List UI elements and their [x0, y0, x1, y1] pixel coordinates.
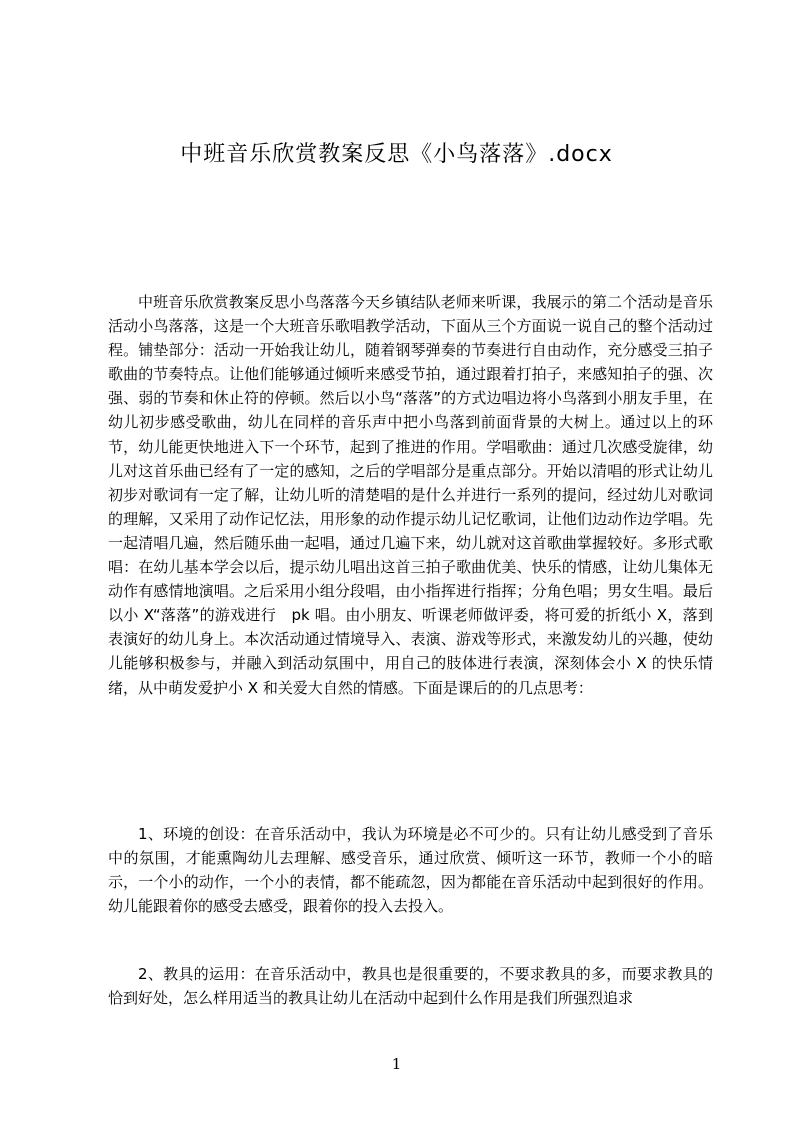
- body-paragraph-teaching-aids: 2、教具的运用：在音乐活动中，教具也是很重要的，不要求教具的多，而要求教具的恰到好处，怎么样用适当的教具让幼儿在活动中起到什么作用是我们所强烈追求: [108, 965, 713, 1008]
- document-title: 中班音乐欣赏教案反思《小鸟落落》.docx: [180, 142, 613, 167]
- body-paragraph-intro: 中班音乐欣赏教案反思小鸟落落今天乡镇结队老师来听课，我展示的第二个活动是音乐活动小鸟落落，这是一个大班音乐歌唱教学活动，下面从三个方面说一说自己的整个活动过程。铺垫部分：活动一开始我让幼儿，随着钢琴弹奏的节奏进行自由动作，充分感受三拍子歌曲的节奏特点。让他们能够通过倾听来感受节拍，通过跟着打拍子，来感知拍子的强、次强、弱的节奏和休止符的停顿。然后以小鸟“落落”的方式边唱边将小鸟落到小朋友手里，在幼儿初步感受歌曲，幼儿在同样的音乐声中把小鸟落到前面背景的大树上。通过以上的环节，幼儿能更快地进入下一个环节，起到了推进的作用。学唱歌曲：通过几次感受旋律，幼儿对这首乐曲已经有了一定的感知，之后的学唱部分是重点部分。开始以清唱的形式让幼儿初步对歌词有一定了解，让幼儿听的清楚唱的是什么并进行一系列的提问，经过幼儿对歌词的理解，又采用了动作记忆法，用形象的动作提示幼儿记忆歌词，让他们边动作边学唱。先一起清唱几遍，然后随乐曲一起唱，通过几遍下来，幼儿就对这首歌曲掌握较好。多形式歌唱：在幼儿基本学会以后，提示幼儿唱出这首三拍子歌曲优美、快乐的情感，让幼儿集体无动作有感情地演唱。之后采用小组分段唱，由小指挥进行指挥；分角色唱；男女生唱。最后以小 X“落落”的游戏进行 pk 唱。由小朋友、听课老师做评委，将可爱的折纸小 X，落到表演好的幼儿身上。本次活动通过情境导入、表演、游戏等形式，来激发幼儿的兴趣，使幼儿能够积极参与，并融入到活动氛围中，用自己的肢体进行表演，深刻体会小 X 的快乐情绪，从中萌发爱护小 X 和关爱大自然的情感。下面是课后的的几点思考：: [108, 293, 713, 697]
- body-paragraph-environment: 1、环境的创设：在音乐活动中，我认为环境是必不可少的。只有让幼儿感受到了音乐中的氛围，才能熏陶幼儿去理解、感受音乐，通过欣赏、倾听这一环节，教师一个小的暗示，一个小的动作，一个小的表情，都不能疏忽，因为都能在音乐活动中起到很好的作用。幼儿能跟着你的感受去感受，跟着你的投入去投入。: [108, 825, 713, 916]
- page-number: 1: [391, 1055, 402, 1073]
